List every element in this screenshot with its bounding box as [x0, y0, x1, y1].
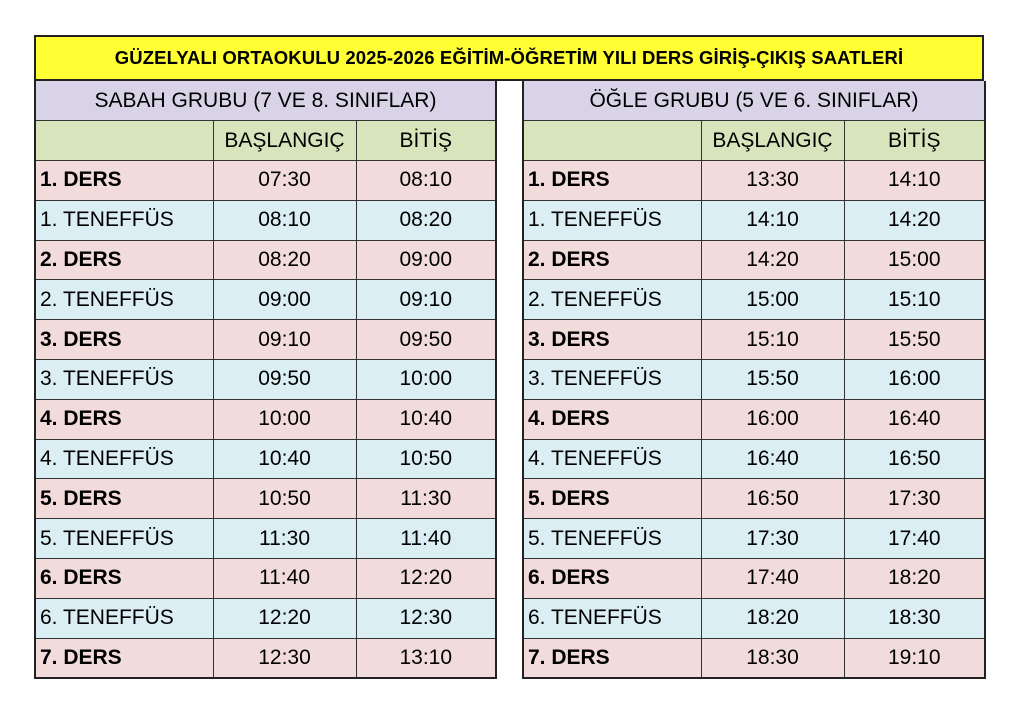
end-time: 10:40 [356, 399, 496, 439]
column-header-start: BAŞLANGIÇ [701, 121, 844, 161]
column-header-name [35, 121, 213, 161]
period-name: 5. TENEFFÜS [523, 519, 701, 559]
column-header-row [523, 121, 985, 161]
table-row [523, 399, 985, 439]
start-time: 10:40 [213, 439, 356, 479]
table-row [523, 360, 985, 400]
end-time: 16:00 [844, 360, 985, 400]
table-row [523, 519, 985, 559]
period-name: 6. DERS [523, 559, 701, 599]
end-time: 09:10 [356, 280, 496, 320]
table-row [523, 161, 985, 201]
start-time: 15:10 [701, 320, 844, 360]
period-name: 6. TENEFFÜS [523, 598, 701, 638]
column-header-end: BİTİŞ [356, 121, 496, 161]
table-row [523, 479, 985, 519]
table-row [35, 399, 496, 439]
start-time: 16:50 [701, 479, 844, 519]
column-header-end: BİTİŞ [844, 121, 985, 161]
start-time: 11:30 [213, 519, 356, 559]
table-row [35, 161, 496, 201]
period-name: 2. DERS [523, 240, 701, 280]
period-name: 5. DERS [523, 479, 701, 519]
group-label: SABAH GRUBU (7 VE 8. SINIFLAR) [35, 81, 496, 121]
page-title: GÜZELYALI ORTAOKULU 2025-2026 EĞİTİM-ÖĞRETİM YILI DERS GİRİŞ-ÇIKIŞ SAATLERİ [34, 35, 984, 81]
start-time: 11:40 [213, 559, 356, 599]
end-time: 15:00 [844, 240, 985, 280]
end-time: 14:20 [844, 200, 985, 240]
end-time: 12:30 [356, 598, 496, 638]
end-time: 18:30 [844, 598, 985, 638]
column-header-start: BAŞLANGIÇ [213, 121, 356, 161]
period-name: 2. DERS [35, 240, 213, 280]
start-time: 18:30 [701, 638, 844, 678]
table-row [523, 598, 985, 638]
table-row [523, 200, 985, 240]
end-time: 15:10 [844, 280, 985, 320]
group-header-row [523, 81, 985, 121]
start-time: 17:40 [701, 559, 844, 599]
end-time: 12:20 [356, 559, 496, 599]
end-time: 18:20 [844, 559, 985, 599]
table-row [35, 479, 496, 519]
period-name: 1. TENEFFÜS [35, 200, 213, 240]
start-time: 14:10 [701, 200, 844, 240]
table-row [523, 280, 985, 320]
period-name: 7. DERS [35, 638, 213, 678]
start-time: 15:50 [701, 360, 844, 400]
table-row [35, 240, 496, 280]
end-time: 17:40 [844, 519, 985, 559]
start-time: 18:20 [701, 598, 844, 638]
period-name: 1. TENEFFÜS [523, 200, 701, 240]
table-row [523, 240, 985, 280]
end-time: 08:10 [356, 161, 496, 201]
end-time: 15:50 [844, 320, 985, 360]
period-name: 6. TENEFFÜS [35, 598, 213, 638]
table-row [35, 360, 496, 400]
start-time: 10:50 [213, 479, 356, 519]
period-name: 6. DERS [35, 559, 213, 599]
period-name: 3. DERS [523, 320, 701, 360]
period-name: 3. DERS [35, 320, 213, 360]
column-header-name [523, 121, 701, 161]
table-row [35, 598, 496, 638]
period-name: 2. TENEFFÜS [523, 280, 701, 320]
table-row [35, 439, 496, 479]
start-time: 08:20 [213, 240, 356, 280]
period-name: 3. TENEFFÜS [523, 360, 701, 400]
end-time: 11:30 [356, 479, 496, 519]
start-time: 10:00 [213, 399, 356, 439]
start-time: 07:30 [213, 161, 356, 201]
end-time: 16:40 [844, 399, 985, 439]
start-time: 08:10 [213, 200, 356, 240]
table-row [35, 559, 496, 599]
period-name: 1. DERS [35, 161, 213, 201]
end-time: 19:10 [844, 638, 985, 678]
period-name: 4. TENEFFÜS [523, 439, 701, 479]
start-time: 15:00 [701, 280, 844, 320]
table-row [35, 280, 496, 320]
start-time: 09:00 [213, 280, 356, 320]
group-header-row [35, 81, 496, 121]
group-label: ÖĞLE GRUBU (5 VE 6. SINIFLAR) [523, 81, 985, 121]
period-name: 7. DERS [523, 638, 701, 678]
end-time: 17:30 [844, 479, 985, 519]
start-time: 12:30 [213, 638, 356, 678]
period-name: 5. DERS [35, 479, 213, 519]
period-name: 1. DERS [523, 161, 701, 201]
table-row [523, 320, 985, 360]
table-row [35, 200, 496, 240]
period-name: 2. TENEFFÜS [35, 280, 213, 320]
start-time: 09:50 [213, 360, 356, 400]
end-time: 16:50 [844, 439, 985, 479]
period-name: 3. TENEFFÜS [35, 360, 213, 400]
start-time: 16:00 [701, 399, 844, 439]
table-row [35, 320, 496, 360]
end-time: 14:10 [844, 161, 985, 201]
end-time: 13:10 [356, 638, 496, 678]
morning-schedule-table [34, 81, 497, 679]
start-time: 17:30 [701, 519, 844, 559]
column-header-row [35, 121, 496, 161]
start-time: 12:20 [213, 598, 356, 638]
table-row [523, 439, 985, 479]
start-time: 13:30 [701, 161, 844, 201]
end-time: 10:50 [356, 439, 496, 479]
period-name: 5. TENEFFÜS [35, 519, 213, 559]
period-name: 4. DERS [523, 399, 701, 439]
end-time: 10:00 [356, 360, 496, 400]
end-time: 09:50 [356, 320, 496, 360]
end-time: 08:20 [356, 200, 496, 240]
start-time: 09:10 [213, 320, 356, 360]
table-row [35, 638, 496, 678]
table-row [523, 638, 985, 678]
table-row [523, 559, 985, 599]
start-time: 16:40 [701, 439, 844, 479]
period-name: 4. TENEFFÜS [35, 439, 213, 479]
end-time: 09:00 [356, 240, 496, 280]
start-time: 14:20 [701, 240, 844, 280]
table-row [35, 519, 496, 559]
noon-schedule-table [522, 81, 986, 679]
period-name: 4. DERS [35, 399, 213, 439]
end-time: 11:40 [356, 519, 496, 559]
